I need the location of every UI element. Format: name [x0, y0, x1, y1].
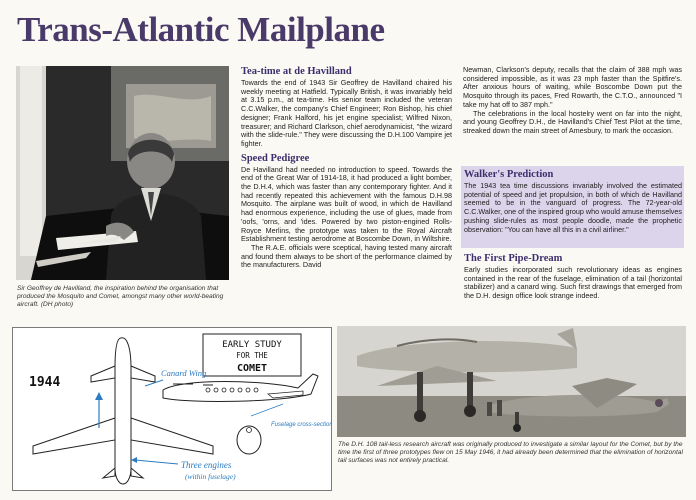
- paragraph-teatime: Towards the end of 1943 Sir Geoffrey de Havilland chaired his weekly meeting at Hatfield. Typically British, it was invariably held at 3.15 p.m., at tea-time. His senior team included the veteran C.C.Walker, the company's Chief Engineer; Ron Bishop, his chief designer; Frank Halford, his jet engine specialist; Wilfred Nixon, treasurer; and Richard Clarkson, chief aerodynamicist, "the wizard with the slide-rule." They were discussing the D.H.100 Vampire jet fighter.: [241, 78, 452, 148]
- label-canard-wing: Canard Wing: [161, 368, 207, 378]
- label-three-engines: Three engines: [181, 460, 232, 470]
- heading-prediction: Walker's Prediction: [464, 169, 554, 180]
- heading-pedigree: Speed Pedigree: [241, 152, 310, 164]
- article-column-right-prediction: [464, 169, 682, 234]
- early-study-sketch: [12, 327, 332, 491]
- heading-pipedream: The First Pipe-Dream: [464, 253, 563, 264]
- paragraph-col3-2: The celebrations in the local hostelry went on far into the night, and young Geoffrey D.H., de Havilland's Chief Test Pilot at the time, streaked down the main street of Amesbury, to mark the occasion.: [463, 108, 682, 135]
- sketch-title-3: COMET: [236, 363, 268, 374]
- portrait-caption: Sir Geoffrey de Havilland, the inspiration behind the organisation that produced the Mosquito and Comet, amongst many other world-beating aircraft. (DH photo): [17, 285, 224, 308]
- label-fuselage: Fuselage cross-section: [271, 422, 331, 428]
- portrait-illustration: [16, 66, 229, 280]
- heading-teatime: Tea-time at de Havilland: [241, 66, 352, 77]
- sketch-title-2: FOR THE: [236, 351, 268, 360]
- paragraph-col3-1: Newman, Clarkson's deputy, recalls that the claim of 388 mph was considered impossible, as it was 23 mph faster than the Spitfire's. After anxious hours of waiting, while Boscombe Down put the Mosquito through its paces, Fred Rowarth, the C.T.O., announced "I take my hat off to 387 mph.": [463, 65, 682, 109]
- portrait-photo: [16, 66, 229, 280]
- sketch-title-1: EARLY STUDY: [222, 340, 282, 350]
- page-title: Trans-Atlantic Mailplane: [17, 10, 385, 49]
- dh108-photo: [337, 326, 686, 437]
- paragraph-pedigree-2: The R.A.E. officials were sceptical, having tested many aircraft and found them always to be short of the performance claimed by the manufacturers. David: [241, 242, 452, 270]
- paragraph-prediction: The 1943 tea time discussions invariably involved the estimated potential of speed and jet propulsion, in both of which de Havilland seemed to be in the vanguard of progress. The 72-year-old C.C.Walker, one of the inspired group who would amuse themselves pushing slide-rules as most people doodle, made the prophetic observation: "You can have all this in a civil airliner.": [464, 181, 682, 234]
- label-engines-sub: (within fuselage): [185, 472, 236, 481]
- dh108-caption: The D.H. 108 tail-less research aircraft was originally produced to investigate a similar layout for the Comet, but by the time the first of three prototypes flew on 15 May 1946, it had already been determined that the elimination of horizontal tail surfaces was not entirely practical.: [338, 441, 683, 464]
- paragraph-pipedream: Early studies incorporated such revolutionary ideas as engines contained in the rear of the fuselage, elimination of a tail (horizontal stabilizer) and a canard wing. Such first drawings that emerged from the D.H. design office look strange indeed.: [464, 265, 682, 301]
- comet-sketch-drawing: [13, 328, 331, 490]
- article-column-right-pipedream: [464, 253, 682, 301]
- sketch-year: 1944: [29, 375, 61, 390]
- paragraph-pedigree-1: De Havilland had needed no introduction to speed. Towards the end of the Great War of 1914-18, it had produced a light bomber, the D.H.4, which was faster than any contemporary fighter. And it had recently repeated this achievement with the famous D.H.98 Mosquito. The airplane was built of wood, in which de Havilland had enormous experience, including the use of glues, made from 'oofs, 'orns, and 'ides. Powered by two piston-engined Rolls-Royce Merlins, the prototype was taken to the Royal Aircraft Establishment testing aerodrome at Boscombe Down, in Wiltshire.: [241, 164, 452, 244]
- article-column-right-top: [463, 66, 682, 136]
- article-column-middle: [241, 66, 452, 270]
- dh108-illustration: [337, 326, 686, 437]
